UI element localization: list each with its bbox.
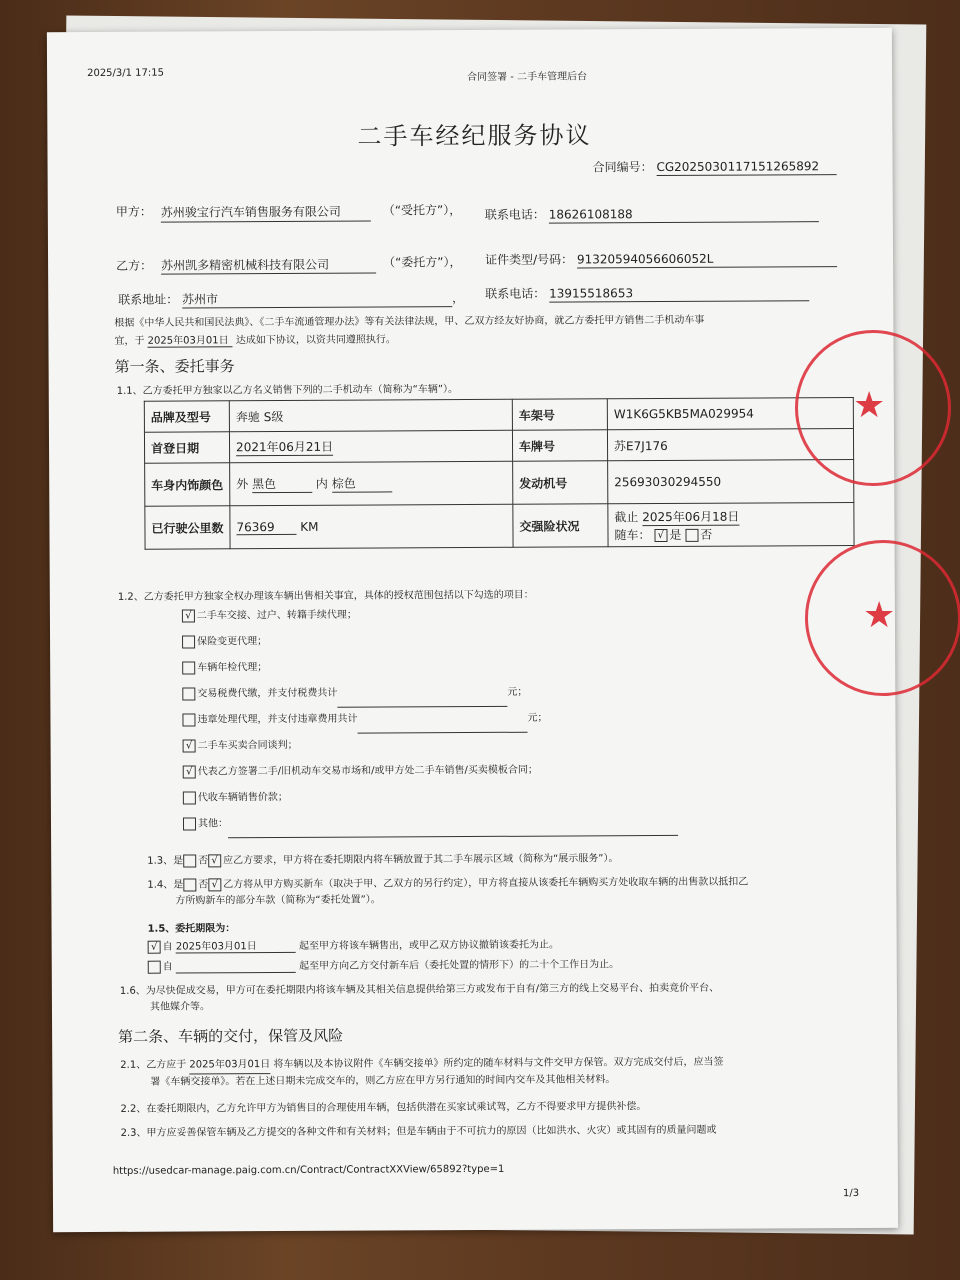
option-label: 交易税费代缴，并支付税费共计	[197, 687, 338, 700]
authorization-option	[182, 601, 702, 630]
engine-value: 25693030294550	[608, 460, 854, 504]
option-label: 二手车交接、过户、转籍手续代理；	[196, 609, 357, 622]
engine-label: 发动机号	[513, 461, 608, 504]
authorization-option	[182, 679, 702, 708]
vehicle-info-table	[144, 397, 855, 550]
option-label: 其他：	[197, 818, 229, 830]
party-b-role: （“委托方”），	[383, 255, 462, 270]
authorization-option	[183, 757, 703, 786]
authorization-option	[183, 809, 703, 838]
clause-1-4-no-checkbox[interactable]: √	[208, 878, 221, 891]
contract-number: 合同编号： CG2025030117151265892	[593, 158, 837, 176]
authorization-option	[182, 705, 702, 734]
party-b-phone: 联系电话： 13915518653	[485, 284, 809, 303]
insurance-no-checkbox[interactable]	[685, 528, 698, 541]
option-checkbox[interactable]	[182, 713, 195, 726]
table-row	[144, 429, 853, 464]
clause-1-6: 1.6、为尽快促成交易，甲方可在委托期限内将该车辆及其相关信息提供给第三方或发布于自有/第三方的线上交易平台、拍卖竞价平台、 其他媒介等。	[119, 982, 720, 1013]
option-checkbox[interactable]: √	[182, 609, 195, 622]
brand-value: 奔驰 S级	[229, 399, 512, 431]
preamble-line-2: 宜，于 2025年03月01日 达成如下协议，以资共同遵照执行。	[114, 330, 395, 347]
page-number: 1/3	[842, 1187, 860, 1200]
option-label: 车辆年检代理；	[197, 662, 268, 674]
print-datetime: 2025/3/1 17:15	[87, 67, 165, 80]
color-label: 车身内饰颜色	[145, 463, 230, 506]
clause-1-5-option-a: √ 自 2025年03月01日 起至甲方将该车辆售出，或甲乙双方协议撤销该委托为止。	[148, 936, 559, 954]
brand-label: 品牌及型号	[144, 401, 229, 432]
seal-star-icon: ★	[863, 595, 896, 636]
contract-page	[47, 28, 898, 1232]
party-b-label: 乙方：	[116, 258, 153, 273]
clause-1-4-yes-checkbox[interactable]	[183, 878, 196, 891]
plate-value: 苏E7J176	[607, 429, 853, 461]
clause-1-3-no-checkbox[interactable]: √	[208, 854, 221, 867]
authorization-options	[182, 601, 703, 838]
option-label: 代表乙方签署二手/旧机动车交易市场和/或甲方处二手车销售/买卖模板合同；	[197, 764, 538, 778]
party-a-name: 苏州骏宝行汽车销售服务有限公司	[161, 203, 371, 223]
company-seal-stamp	[795, 330, 951, 486]
option-tail: 元；	[507, 686, 528, 698]
option-checkbox[interactable]	[182, 661, 195, 674]
option-label: 二手车买卖合同谈判；	[197, 739, 298, 752]
clause-1-1: 1.1、乙方委托甲方独家以乙方名义销售下列的二手机动车（简称为“车辆”）。	[116, 384, 459, 397]
option-label: 违章处理代理，并支付违章费用共计	[197, 713, 358, 726]
party-a-role: （“受托方”），	[382, 203, 462, 218]
clause-1-4: 1.4、是 否 √ 乙方将从甲方购买新车（取决于甲、乙双方的另行约定），甲方将直接从该委托车辆购买方处收取车辆的出售款以抵扣乙 方所购新车的部分车款（简称为“委托处置”）。	[147, 876, 749, 907]
clause-1-3-yes-checkbox[interactable]	[183, 854, 196, 867]
party-b-name: 苏州凯多精密机械科技有限公司	[161, 256, 376, 274]
insurance-label: 交强险状况	[513, 504, 608, 547]
option-checkbox[interactable]	[182, 635, 195, 648]
clause-2-1: 2.1、乙方应于 2025年03月01日 将车辆以及本协议附件《车辆交接单》所约定的随车材料与文件交甲方保管。双方完成交付后，应当签 署《车辆交接单》。若在上述日期未完成交车的，则乙方应在甲方另行通知的时间内交车及其他相关材料。	[120, 1056, 724, 1088]
clause-2-3: 2.3、甲方应妥善保管车辆及乙方提交的各种文件和有关材料；但是车辆由于不可抗力的原因（比如洪水、火灾）或其固有的质量问题或	[120, 1124, 717, 1139]
option-checkbox[interactable]	[182, 687, 195, 700]
seal-star-icon: ★	[853, 385, 886, 426]
clause-1-5: 1.5、委托期限为：	[147, 923, 236, 935]
reg-date-label: 首登日期	[144, 432, 229, 463]
option-checkbox[interactable]	[183, 817, 196, 830]
table-row	[145, 460, 854, 507]
authorization-option	[183, 783, 703, 812]
company-seal-stamp	[805, 540, 960, 696]
clause-1-5-option-b: 自 起至甲方向乙方交付新车后（委托处置的情形下）的二十个工作日为止。	[148, 955, 619, 973]
plate-label: 车牌号	[512, 430, 607, 461]
term-option-b-checkbox[interactable]	[148, 960, 161, 973]
footer-url: https://usedcar-manage.paig.com.cn/Contract/ContractXXView/65892?type=1	[112, 1163, 505, 1177]
table-row	[145, 503, 854, 550]
clause-1-2: 1.2、乙方委托甲方独家全权办理该车辆出售相关事宜，具体的授权范围包括以下勾选的项目：	[117, 589, 534, 603]
option-checkbox[interactable]	[183, 791, 196, 804]
authorization-option	[182, 627, 702, 656]
term-option-a-checkbox[interactable]: √	[148, 940, 161, 953]
color-value: 外 黑色 内 棕色	[230, 461, 513, 505]
authorization-option	[183, 731, 703, 760]
party-a-phone: 联系电话： 18626108188	[485, 205, 819, 224]
reg-date-value: 2021年06月21日	[229, 430, 512, 462]
insurance-value: 截止 2025年06月18日 随车： √ 是 否	[608, 503, 854, 547]
page-title: 二手车经纪服务协议	[357, 121, 592, 151]
table-row	[144, 398, 853, 433]
mileage-label: 已行驶公里数	[145, 506, 230, 549]
authorization-option	[182, 653, 702, 682]
option-tail: 元；	[527, 712, 548, 724]
mileage-value: 76369 KM	[230, 504, 513, 548]
clause-1-3: 1.3、是 否 √ 应乙方要求，甲方将在委托期限内将车辆放置于其二手车展示区域（简称为“展示服务”）。	[147, 853, 619, 867]
option-checkbox[interactable]: √	[183, 765, 196, 778]
preamble-line-1: 根据《中华人民共和国民法典》、《二手车流通管理办法》等有关法律法规，甲、乙双方经友好协商，就乙方委托甲方销售二手机动车事	[114, 314, 705, 329]
party-b-address: 联系地址： 苏州市 ，	[118, 291, 465, 307]
print-site-title: 合同签署 - 二手车管理后台	[467, 71, 588, 84]
insurance-yes-checkbox[interactable]: √	[654, 528, 667, 541]
party-a-label: 甲方：	[115, 204, 152, 219]
party-b-id: 证件类型/号码： 91320594056606052L	[485, 250, 837, 269]
section-2-title: 第二条、车辆的交付，保管及风险	[118, 1026, 344, 1046]
section-1-title: 第一条、委托事务	[114, 357, 235, 376]
clause-2-2: 2.2、在委托期限内，乙方允许甲方为销售目的合理使用车辆，包括供潜在买家试乘试驾，乙方不得要求甲方提供补偿。	[120, 1101, 647, 1115]
option-label: 代收车辆销售价款；	[197, 791, 288, 804]
vin-label: 车架号	[512, 399, 607, 430]
option-label: 保险变更代理；	[197, 636, 268, 648]
vin-value: W1K6G5KB5MA029954	[607, 398, 853, 430]
option-checkbox[interactable]: √	[183, 739, 196, 752]
